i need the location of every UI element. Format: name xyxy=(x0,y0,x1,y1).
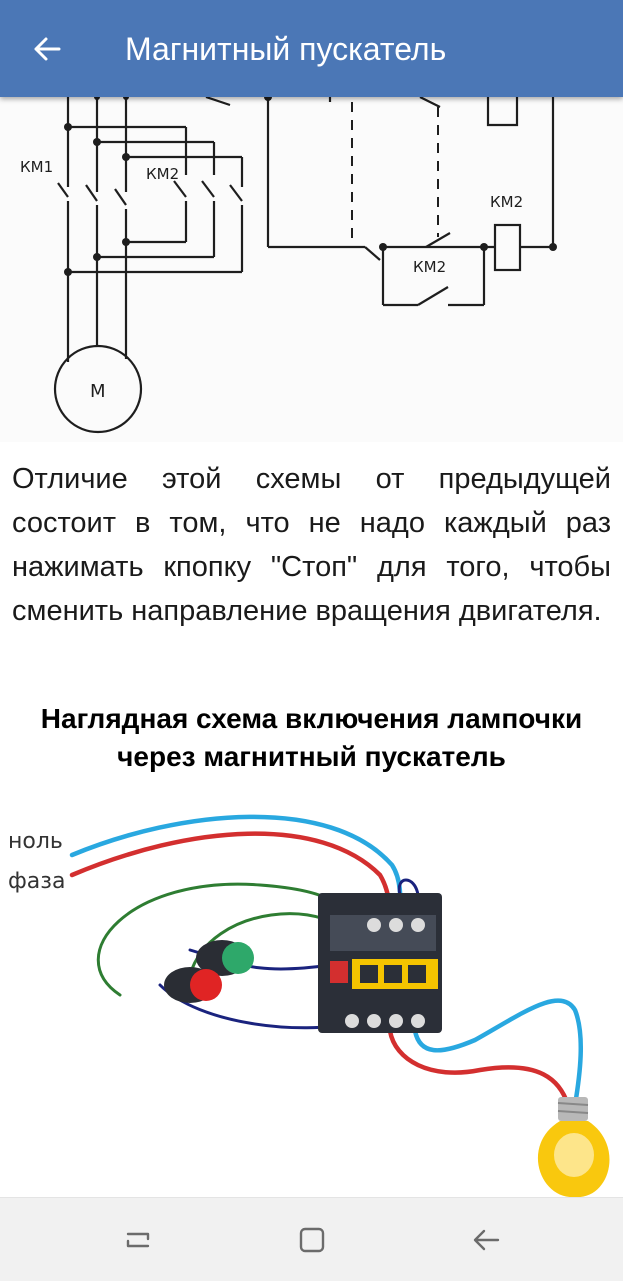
home-icon xyxy=(296,1224,328,1256)
contactor-icon xyxy=(318,893,442,1033)
back-icon xyxy=(470,1224,502,1256)
page-title: Магнитный пускатель xyxy=(125,31,447,67)
article-paragraph: Отличие этой схемы от предыдущей состоит в том, что не надо каждый раз нажимать кпопку "Стоп" для того, чтобы сменить направление вращения двигателя. xyxy=(12,463,611,627)
section-heading: Наглядная схема включения лампочки через магнитный пускатель xyxy=(40,703,583,772)
light-bulb-icon xyxy=(538,1097,610,1197)
system-nav-bar xyxy=(0,1197,623,1281)
recent-apps-icon xyxy=(122,1224,154,1256)
home-button[interactable] xyxy=(290,1220,334,1260)
label-phase: фаза xyxy=(8,869,66,894)
red-button-icon xyxy=(164,967,222,1003)
lamp-wiring-illustration xyxy=(0,805,623,1197)
label-km2-power: КМ2 xyxy=(146,165,180,183)
arrow-left-icon xyxy=(32,34,62,64)
label-km2-coil: КМ2 xyxy=(490,193,524,211)
nav-back-button[interactable] xyxy=(464,1220,508,1260)
app-bar xyxy=(0,0,623,97)
label-km2-contact: КМ2 xyxy=(413,258,447,276)
label-motor: М xyxy=(90,381,106,402)
back-button[interactable] xyxy=(22,26,72,72)
label-km1: КМ1 xyxy=(20,158,54,176)
article-content[interactable] xyxy=(0,97,623,1197)
label-neutral: ноль xyxy=(8,829,63,854)
reversing-starter-diagram xyxy=(0,97,623,442)
recent-apps-button[interactable] xyxy=(116,1220,160,1260)
